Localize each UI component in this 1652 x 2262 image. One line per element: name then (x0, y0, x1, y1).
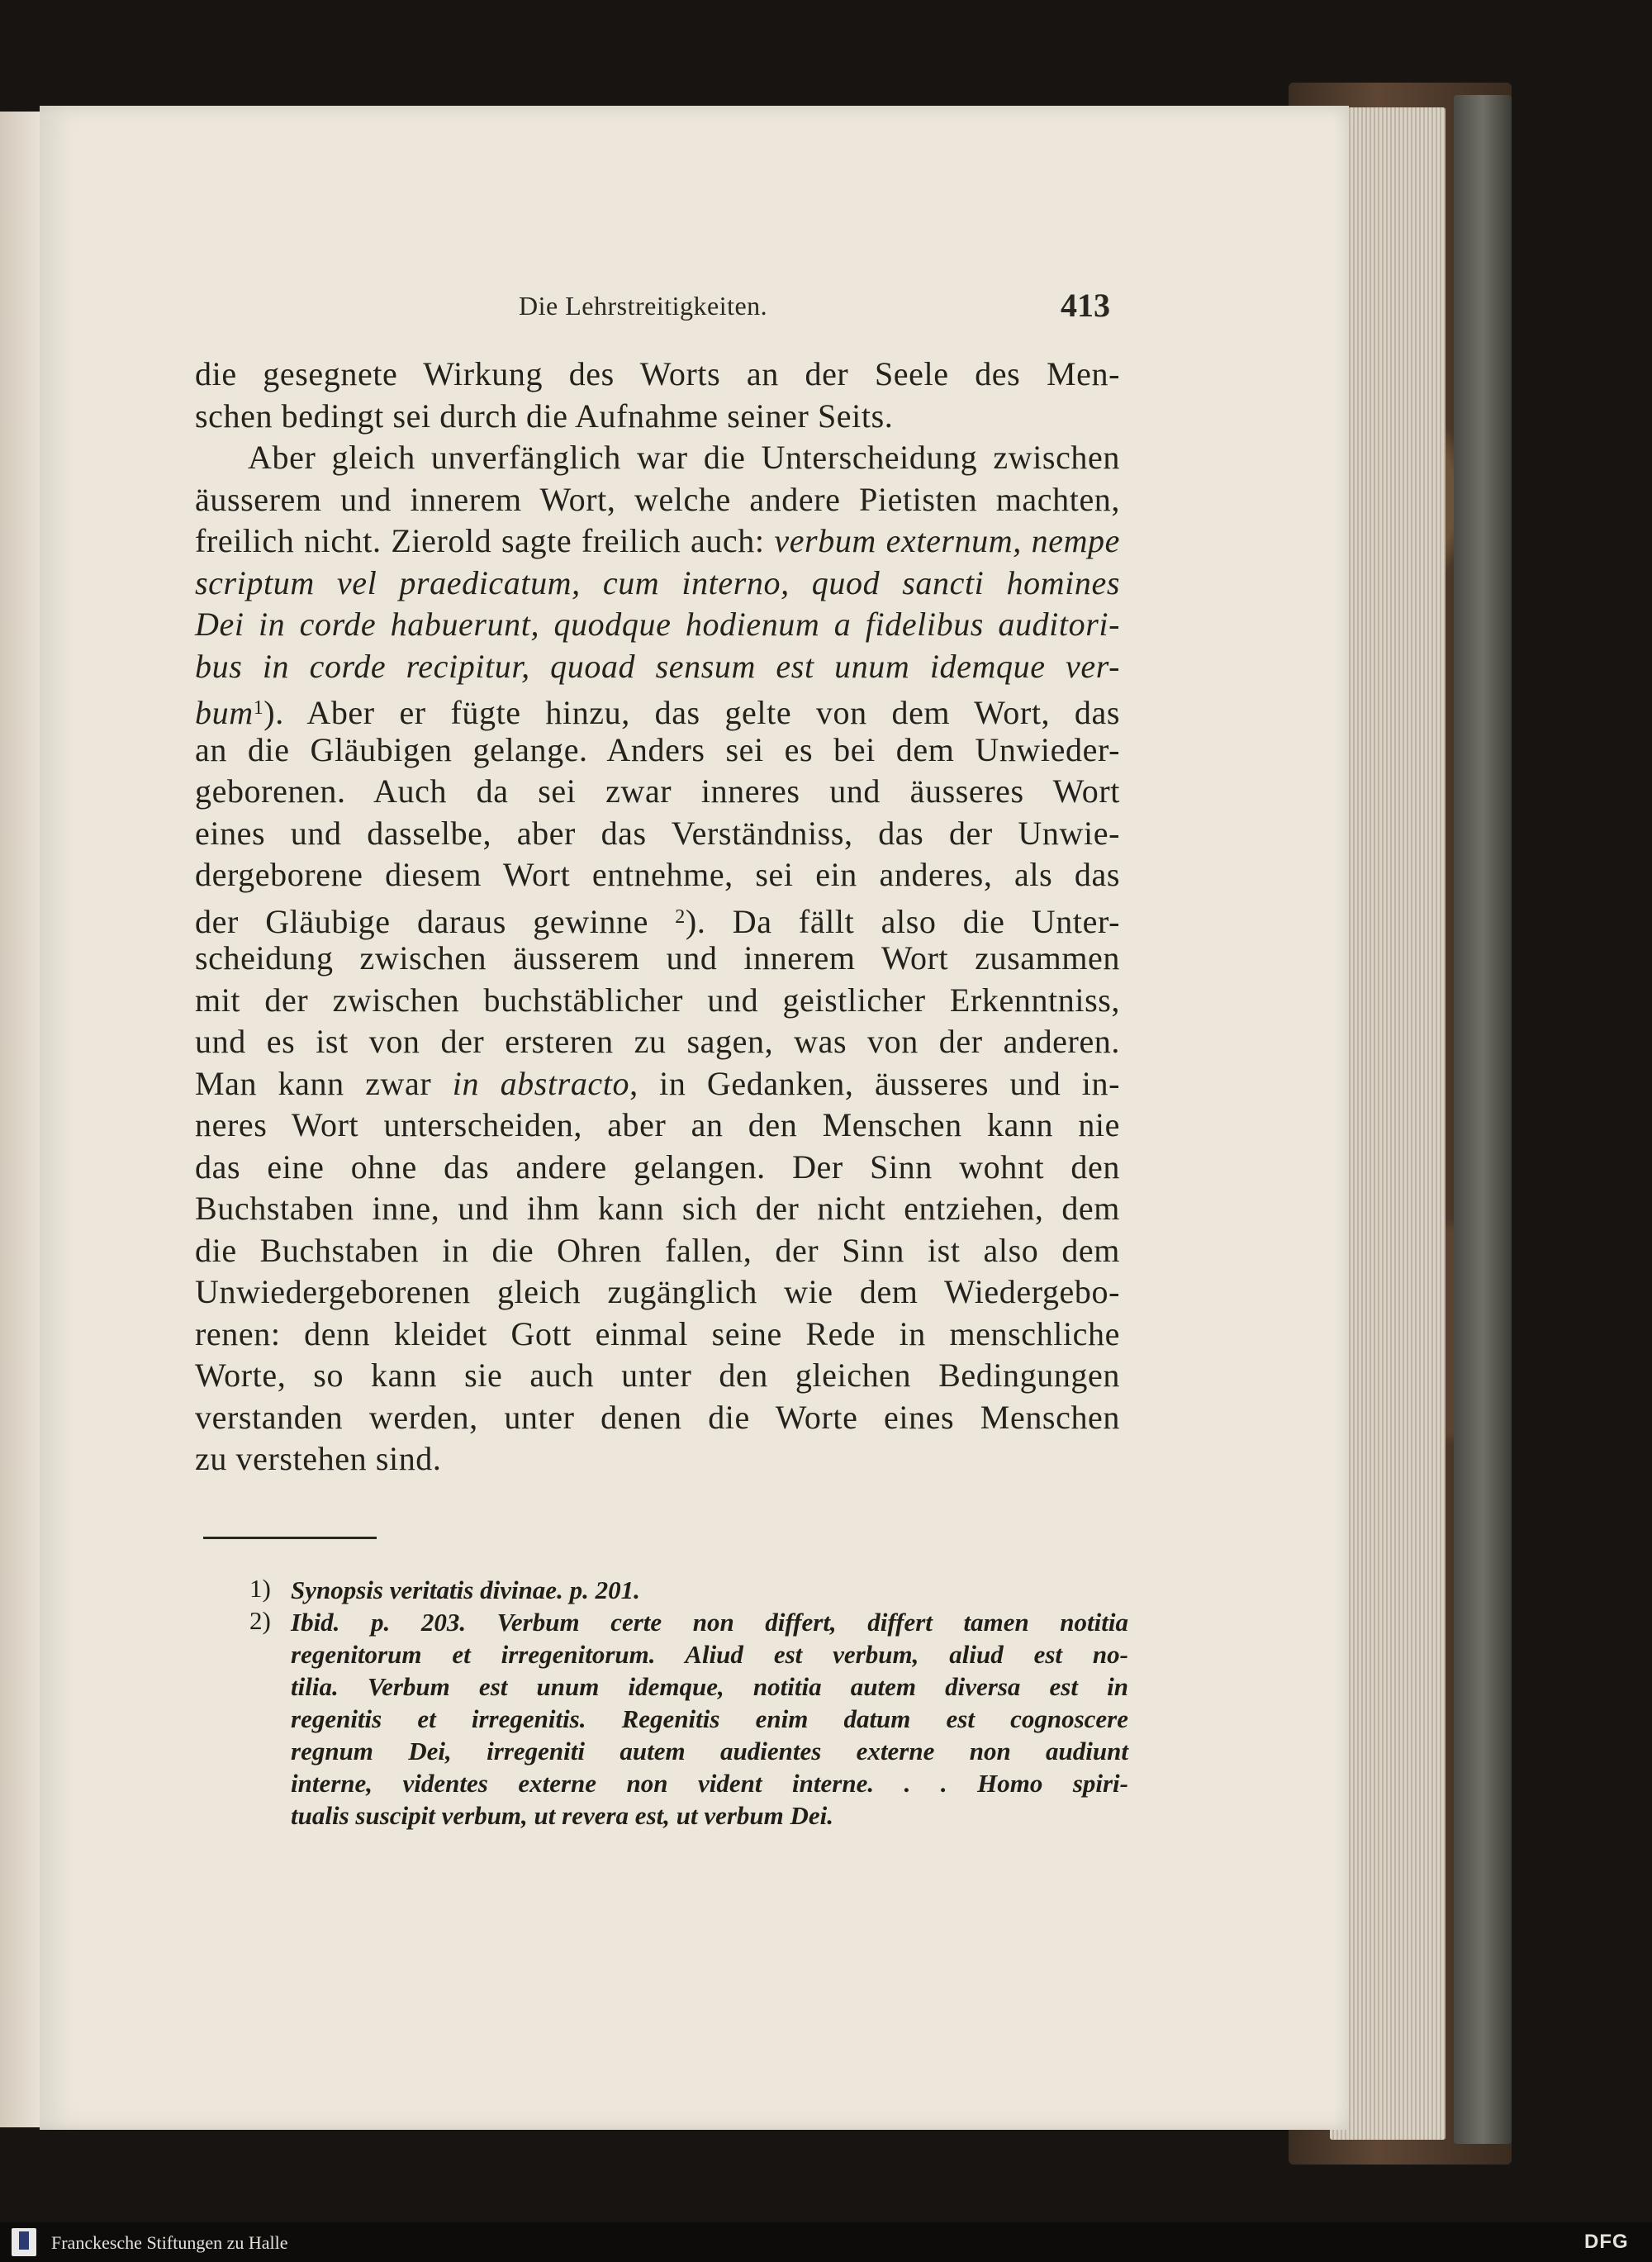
book-spine-edge (1454, 95, 1512, 2144)
text-line: Aber gleich unverfänglich war die Unterscheidung zwischen (248, 439, 1120, 476)
left-page-edge (0, 112, 40, 2127)
footnote-divider (203, 1537, 377, 1539)
text-line: geborenen. Auch da sei zwar inneres und äusseres Wort (195, 772, 1120, 810)
text-line: Man kann zwar in abstracto, in Gedanken, äusseres und in- (195, 1064, 1120, 1102)
text-line: die Buchstaben in die Ohren fallen, der Sinn ist also dem (195, 1231, 1120, 1269)
footnote-ref-1: 1 (253, 697, 264, 719)
footnote-line: regnum Dei, irregeniti autem audientes externe non audiunt (291, 1737, 1128, 1765)
text-line: der Gläubige daraus gewinne $^2$). Da fällt also die Unter- (195, 902, 1120, 940)
text-line: dergeborene diesem Wort entnehme, sei ein anderes, als das (195, 856, 1120, 893)
dfg-logo: DFG (1584, 2231, 1629, 2253)
text-line: mit der zwischen buchstäblicher und geistlicher Erkenntniss, (195, 981, 1120, 1019)
text-line: und es ist von der ersteren zu sagen, was von der anderen. (195, 1023, 1120, 1060)
footnote-line: interne, videntes externe non vident interne. . . Homo spiri- (291, 1769, 1128, 1798)
text-line: scheidung zwischen äusserem und innerem Wort zusammen (195, 939, 1120, 977)
page-number: 413 (1061, 287, 1110, 324)
footnote-ref-2: 2 (675, 905, 686, 928)
footnote-marker-1: 1) (249, 1574, 271, 1603)
footnote-line: Ibid. p. 203. Verbum certe non differt, differt tamen notitia (291, 1608, 1128, 1637)
footnote-line: regenitis et irregenitis. Regenitis enim datum est cognoscere (291, 1704, 1128, 1733)
footnote-line: tilia. Verbum est unum idemque, notitia autem diversa est in (291, 1672, 1128, 1701)
text-line: zu verstehen sind. (195, 1440, 442, 1477)
footnote-line: Synopsis veritatis divinae. p. 201. (291, 1575, 640, 1604)
text-line: bus in corde recipitur, quoad sensum est unum idemque ver- (195, 647, 1120, 685)
text-line: Dei in corde habuerunt, quodque hodienum a fidelibus auditori- (195, 606, 1120, 643)
footnote-line: tualis suscipit verbum, ut revera est, ut verbum Dei. (291, 1801, 834, 1830)
text-line: renen: denn kleidet Gott einmal seine Rede in menschliche (195, 1314, 1120, 1352)
text-line: die gesegnete Wirkung des Worts an der Seele des Men- (195, 355, 1120, 392)
footer-institution: Franckesche Stiftungen zu Halle (51, 2232, 288, 2253)
footnote-marker-2: 2) (249, 1606, 271, 1635)
text-line: bum$^1$). Aber er fügte hinzu, das gelte von dem Wort, das (195, 694, 1120, 731)
footnote-line: regenitorum et irregenitorum. Aliud est verbum, aliud est no- (291, 1640, 1128, 1669)
text-line: Unwiedergeborenen gleich zugänglich wie dem Wiedergebo- (195, 1273, 1120, 1310)
footnotes (291, 1574, 1128, 1832)
main-text (195, 354, 1120, 1480)
institution-logo-icon (12, 2228, 36, 2256)
text-line: freilich nicht. Zierold sagte freilich auch: verbum externum, nempe (195, 522, 1121, 559)
running-header: Die Lehrstreitigkeiten. (519, 291, 768, 321)
text-line: Worte, so kann sie auch unter den gleichen Bedingungen (195, 1357, 1120, 1394)
text-line: schen bedingt sei durch die Aufnahme seiner Seits. (195, 397, 894, 435)
text-line: das eine ohne das andere gelangen. Der Sinn wohnt den (195, 1148, 1120, 1186)
text-line: an die Gläubigen gelange. Anders sei es bei dem Unwieder- (195, 730, 1120, 768)
text-line: eines und dasselbe, aber das Verständniss, das der Unwie- (195, 814, 1120, 852)
text-line: verstanden werden, unter denen die Worte eines Menschen (195, 1398, 1120, 1436)
text-line: Buchstaben inne, und ihm kann sich der nicht entziehen, dem (195, 1190, 1120, 1227)
text-line: äusserem und innerem Wort, welche andere Pietisten machten, (195, 480, 1120, 518)
text-line: neres Wort unterscheiden, aber an den Menschen kann nie (195, 1106, 1120, 1143)
text-line: scriptum vel praedicatum, cum interno, quod sancti homines (195, 563, 1120, 601)
